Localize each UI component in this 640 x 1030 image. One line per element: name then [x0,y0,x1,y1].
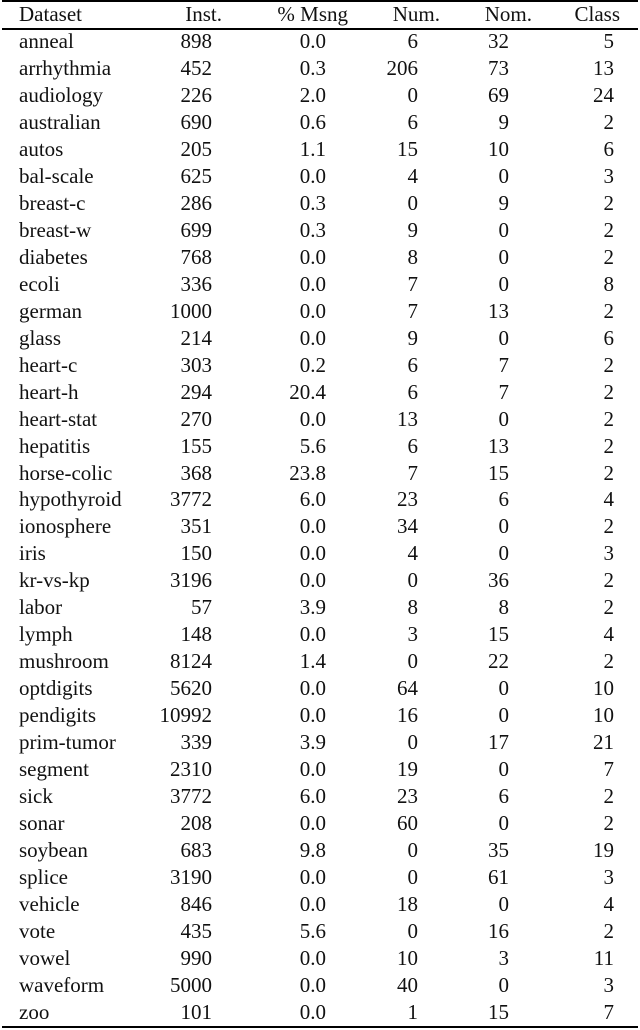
cell-dataset-name: soybean [19,838,88,863]
header-nominal: Nom. [484,2,532,26]
cell-percent-missing: 5.6 [299,919,326,943]
cell-instances: 270 [180,406,212,431]
cell-percent-missing: 0.0 [299,514,326,539]
cell-nominal-attrs: 9 [498,190,509,215]
table-row [0,136,640,163]
cell-dataset-name: sick [19,784,53,809]
cell-classes: 2 [603,784,614,809]
cell-nominal-attrs: 6 [498,784,509,809]
cell-instances: 683 [180,838,212,863]
cell-classes: 7 [603,757,614,782]
cell-numeric-attrs: 4 [407,541,418,566]
cell-numeric-attrs: 4 [407,163,418,188]
cell-nominal-attrs: 7 [498,352,509,377]
cell-percent-missing: 0.0 [299,972,326,997]
table-row [0,756,640,783]
cell-percent-missing: 0.0 [299,541,326,566]
cell-percent-missing: 0.0 [299,811,326,836]
cell-numeric-attrs: 3 [407,622,418,647]
header-instances: Inst. [185,2,222,26]
cell-classes: 2 [603,595,614,620]
table-row [0,837,640,864]
cell-nominal-attrs: 61 [488,865,509,890]
cell-dataset-name: prim-tumor [19,730,116,755]
table-row [0,163,640,190]
table-row [0,594,640,621]
cell-dataset-name: breast-c [19,190,86,215]
cell-numeric-attrs: 206 [386,55,418,80]
cell-nominal-attrs: 10 [488,136,509,161]
cell-numeric-attrs: 10 [397,945,418,970]
table-row [0,972,640,999]
cell-classes: 2 [603,379,614,404]
cell-classes: 10 [593,676,614,701]
cell-percent-missing: 0.0 [299,406,326,431]
header-row [0,1,640,28]
cell-instances: 351 [180,514,212,539]
cell-percent-missing: 1.4 [299,649,326,674]
cell-classes: 2 [603,649,614,674]
table-row [0,999,640,1026]
cell-classes: 3 [603,865,614,890]
cell-classes: 3 [603,163,614,188]
table-row [0,352,640,379]
cell-percent-missing: 0.0 [299,676,326,701]
cell-nominal-attrs: 13 [488,433,509,458]
cell-nominal-attrs: 69 [488,82,509,107]
cell-classes: 8 [603,271,614,296]
cell-dataset-name: iris [19,541,46,566]
cell-classes: 2 [603,811,614,836]
cell-instances: 294 [180,379,212,404]
cell-nominal-attrs: 0 [498,541,509,566]
header-numeric: Num. [392,2,440,26]
table-row [0,729,640,756]
cell-classes: 2 [603,433,614,458]
table-row [0,621,640,648]
cell-dataset-name: glass [19,325,61,350]
cell-numeric-attrs: 1 [407,999,418,1024]
cell-percent-missing: 0.3 [299,217,326,242]
cell-dataset-name: autos [19,136,64,161]
cell-percent-missing: 0.0 [299,945,326,970]
cell-dataset-name: pendigits [19,703,96,728]
cell-instances: 148 [180,622,212,647]
cell-instances: 150 [180,541,212,566]
table-row [0,918,640,945]
table-row [0,513,640,540]
cell-dataset-name: kr-vs-kp [19,568,90,593]
cell-nominal-attrs: 0 [498,217,509,242]
cell-classes: 6 [603,325,614,350]
table-row [0,217,640,244]
cell-instances: 1000 [170,298,212,323]
cell-instances: 336 [180,271,212,296]
table-row [0,810,640,837]
cell-nominal-attrs: 32 [488,29,509,53]
cell-classes: 3 [603,972,614,997]
cell-instances: 5620 [170,676,212,701]
cell-instances: 3190 [170,865,212,890]
cell-nominal-attrs: 22 [488,649,509,674]
cell-nominal-attrs: 3 [498,945,509,970]
cell-classes: 11 [593,945,614,970]
cell-nominal-attrs: 6 [498,487,509,512]
cell-numeric-attrs: 15 [397,136,418,161]
cell-numeric-attrs: 19 [397,757,418,782]
cell-dataset-name: heart-stat [19,406,98,431]
table-row [0,28,640,55]
table-row [0,486,640,513]
cell-nominal-attrs: 73 [488,55,509,80]
cell-dataset-name: vote [19,919,56,943]
header-class: Class [574,2,620,26]
cell-dataset-name: ionosphere [19,514,112,539]
cell-numeric-attrs: 23 [397,784,418,809]
cell-dataset-name: labor [19,595,63,620]
cell-percent-missing: 0.0 [299,757,326,782]
cell-nominal-attrs: 0 [498,703,509,728]
cell-classes: 2 [603,919,614,943]
cell-dataset-name: zoo [19,999,50,1024]
cell-instances: 625 [180,163,212,188]
table-row [0,702,640,729]
cell-dataset-name: optdigits [19,676,93,701]
cell-dataset-name: hypothyroid [19,487,122,512]
cell-instances: 286 [180,190,212,215]
cell-classes: 6 [603,136,614,161]
cell-classes: 2 [603,298,614,323]
cell-dataset-name: sonar [19,811,65,836]
cell-dataset-name: ecoli [19,271,60,296]
cell-numeric-attrs: 0 [407,649,418,674]
cell-nominal-attrs: 0 [498,892,509,917]
cell-instances: 990 [180,945,212,970]
cell-dataset-name: breast-w [19,217,92,242]
cell-percent-missing: 5.6 [299,433,326,458]
table-row [0,109,640,136]
cell-instances: 155 [180,433,212,458]
table-row [0,55,640,82]
cell-numeric-attrs: 9 [407,217,418,242]
cell-numeric-attrs: 0 [407,838,418,863]
cell-numeric-attrs: 6 [407,352,418,377]
cell-percent-missing: 20.4 [289,379,326,404]
cell-percent-missing: 6.0 [299,487,326,512]
cell-percent-missing: 0.6 [299,109,326,134]
cell-classes: 24 [593,82,614,107]
cell-nominal-attrs: 15 [488,460,509,485]
cell-numeric-attrs: 0 [407,568,418,593]
cell-instances: 699 [180,217,212,242]
cell-numeric-attrs: 0 [407,82,418,107]
cell-numeric-attrs: 0 [407,865,418,890]
table-row [0,271,640,298]
table-row [0,325,640,352]
cell-numeric-attrs: 6 [407,109,418,134]
table-row [0,244,640,271]
table-row [0,864,640,891]
cell-classes: 13 [593,55,614,80]
cell-percent-missing: 3.9 [299,595,326,620]
table-row [0,433,640,460]
cell-dataset-name: hepatitis [19,433,91,458]
table-row [0,379,640,406]
cell-numeric-attrs: 13 [397,406,418,431]
cell-dataset-name: bal-scale [19,163,94,188]
cell-numeric-attrs: 6 [407,29,418,53]
cell-nominal-attrs: 0 [498,757,509,782]
cell-dataset-name: segment [19,757,89,782]
table-row [0,648,640,675]
cell-instances: 101 [180,999,212,1024]
cell-dataset-name: vehicle [19,892,80,917]
cell-percent-missing: 0.0 [299,703,326,728]
table-row [0,298,640,325]
cell-numeric-attrs: 34 [397,514,418,539]
cell-numeric-attrs: 0 [407,190,418,215]
cell-classes: 4 [603,487,614,512]
cell-classes: 3 [603,541,614,566]
cell-classes: 2 [603,352,614,377]
cell-instances: 3772 [170,487,212,512]
cell-instances: 339 [180,730,212,755]
table-row [0,891,640,918]
cell-classes: 5 [603,29,614,53]
cell-instances: 435 [180,919,212,943]
cell-percent-missing: 6.0 [299,784,326,809]
cell-nominal-attrs: 0 [498,406,509,431]
cell-instances: 5000 [170,972,212,997]
cell-nominal-attrs: 15 [488,622,509,647]
cell-dataset-name: diabetes [19,244,88,269]
cell-numeric-attrs: 60 [397,811,418,836]
cell-classes: 2 [603,190,614,215]
table-row [0,190,640,217]
cell-instances: 452 [180,55,212,80]
cell-percent-missing: 0.0 [299,999,326,1024]
cell-dataset-name: waveform [19,972,105,997]
cell-percent-missing: 0.0 [299,865,326,890]
table-row [0,567,640,594]
cell-classes: 2 [603,568,614,593]
bottom-rule [2,1026,638,1028]
cell-percent-missing: 1.1 [299,136,326,161]
cell-classes: 2 [603,460,614,485]
table-row [0,945,640,972]
cell-percent-missing: 0.0 [299,298,326,323]
cell-nominal-attrs: 0 [498,244,509,269]
header-dataset: Dataset [19,2,82,26]
cell-percent-missing: 0.0 [299,271,326,296]
cell-instances: 3196 [170,568,212,593]
cell-dataset-name: anneal [19,29,74,53]
cell-dataset-name: horse-colic [19,460,113,485]
cell-nominal-attrs: 16 [488,919,509,943]
cell-nominal-attrs: 17 [488,730,509,755]
cell-dataset-name: vowel [19,945,71,970]
cell-classes: 2 [603,109,614,134]
cell-nominal-attrs: 0 [498,514,509,539]
cell-instances: 208 [180,811,212,836]
table-row [0,675,640,702]
cell-instances: 3772 [170,784,212,809]
cell-percent-missing: 0.2 [299,352,326,377]
cell-percent-missing: 0.0 [299,892,326,917]
cell-classes: 2 [603,514,614,539]
cell-classes: 10 [593,703,614,728]
cell-percent-missing: 2.0 [299,82,326,107]
cell-numeric-attrs: 9 [407,325,418,350]
cell-numeric-attrs: 6 [407,433,418,458]
cell-instances: 8124 [170,649,212,674]
cell-percent-missing: 9.8 [299,838,326,863]
cell-instances: 57 [191,595,212,620]
cell-numeric-attrs: 6 [407,379,418,404]
table-row [0,783,640,810]
cell-percent-missing: 0.0 [299,29,326,53]
cell-instances: 368 [180,460,212,485]
cell-classes: 7 [603,999,614,1024]
cell-instances: 226 [180,82,212,107]
cell-instances: 768 [180,244,212,269]
cell-dataset-name: mushroom [19,649,109,674]
cell-classes: 2 [603,244,614,269]
cell-instances: 846 [180,892,212,917]
cell-nominal-attrs: 0 [498,163,509,188]
cell-percent-missing: 3.9 [299,730,326,755]
cell-nominal-attrs: 7 [498,379,509,404]
cell-percent-missing: 0.3 [299,55,326,80]
cell-nominal-attrs: 0 [498,676,509,701]
cell-percent-missing: 0.0 [299,163,326,188]
cell-dataset-name: german [19,298,82,323]
cell-classes: 2 [603,217,614,242]
cell-instances: 303 [180,352,212,377]
cell-classes: 21 [593,730,614,755]
cell-instances: 898 [180,29,212,53]
cell-numeric-attrs: 64 [397,676,418,701]
cell-instances: 214 [180,325,212,350]
cell-dataset-name: arrhythmia [19,55,112,80]
cell-numeric-attrs: 8 [407,595,418,620]
table-row [0,540,640,567]
cell-percent-missing: 0.0 [299,244,326,269]
cell-instances: 205 [180,136,212,161]
cell-numeric-attrs: 7 [407,298,418,323]
cell-nominal-attrs: 0 [498,811,509,836]
cell-numeric-attrs: 16 [397,703,418,728]
cell-instances: 2310 [170,757,212,782]
cell-dataset-name: splice [19,865,68,890]
cell-nominal-attrs: 8 [498,595,509,620]
cell-instances: 690 [180,109,212,134]
header-missing: % Msng [277,2,348,26]
cell-nominal-attrs: 13 [488,298,509,323]
cell-dataset-name: heart-h [19,379,79,404]
cell-nominal-attrs: 0 [498,972,509,997]
cell-nominal-attrs: 0 [498,271,509,296]
cell-nominal-attrs: 9 [498,109,509,134]
cell-classes: 4 [603,892,614,917]
cell-percent-missing: 23.8 [289,460,326,485]
cell-numeric-attrs: 18 [397,892,418,917]
cell-classes: 19 [593,838,614,863]
table-row [0,406,640,433]
cell-nominal-attrs: 35 [488,838,509,863]
cell-nominal-attrs: 15 [488,999,509,1024]
cell-dataset-name: lymph [19,622,73,647]
cell-dataset-name: audiology [19,82,103,107]
cell-dataset-name: heart-c [19,352,78,377]
cell-instances: 10992 [159,703,212,728]
cell-numeric-attrs: 7 [407,271,418,296]
cell-percent-missing: 0.0 [299,622,326,647]
cell-numeric-attrs: 0 [407,730,418,755]
table-row [0,82,640,109]
cell-numeric-attrs: 23 [397,487,418,512]
cell-dataset-name: australian [19,109,101,134]
cell-nominal-attrs: 0 [498,325,509,350]
cell-percent-missing: 0.3 [299,190,326,215]
cell-numeric-attrs: 7 [407,460,418,485]
table-row [0,460,640,487]
cell-classes: 4 [603,622,614,647]
cell-percent-missing: 0.0 [299,568,326,593]
cell-classes: 2 [603,406,614,431]
cell-numeric-attrs: 40 [397,972,418,997]
cell-numeric-attrs: 0 [407,919,418,943]
cell-numeric-attrs: 8 [407,244,418,269]
cell-percent-missing: 0.0 [299,325,326,350]
cell-nominal-attrs: 36 [488,568,509,593]
